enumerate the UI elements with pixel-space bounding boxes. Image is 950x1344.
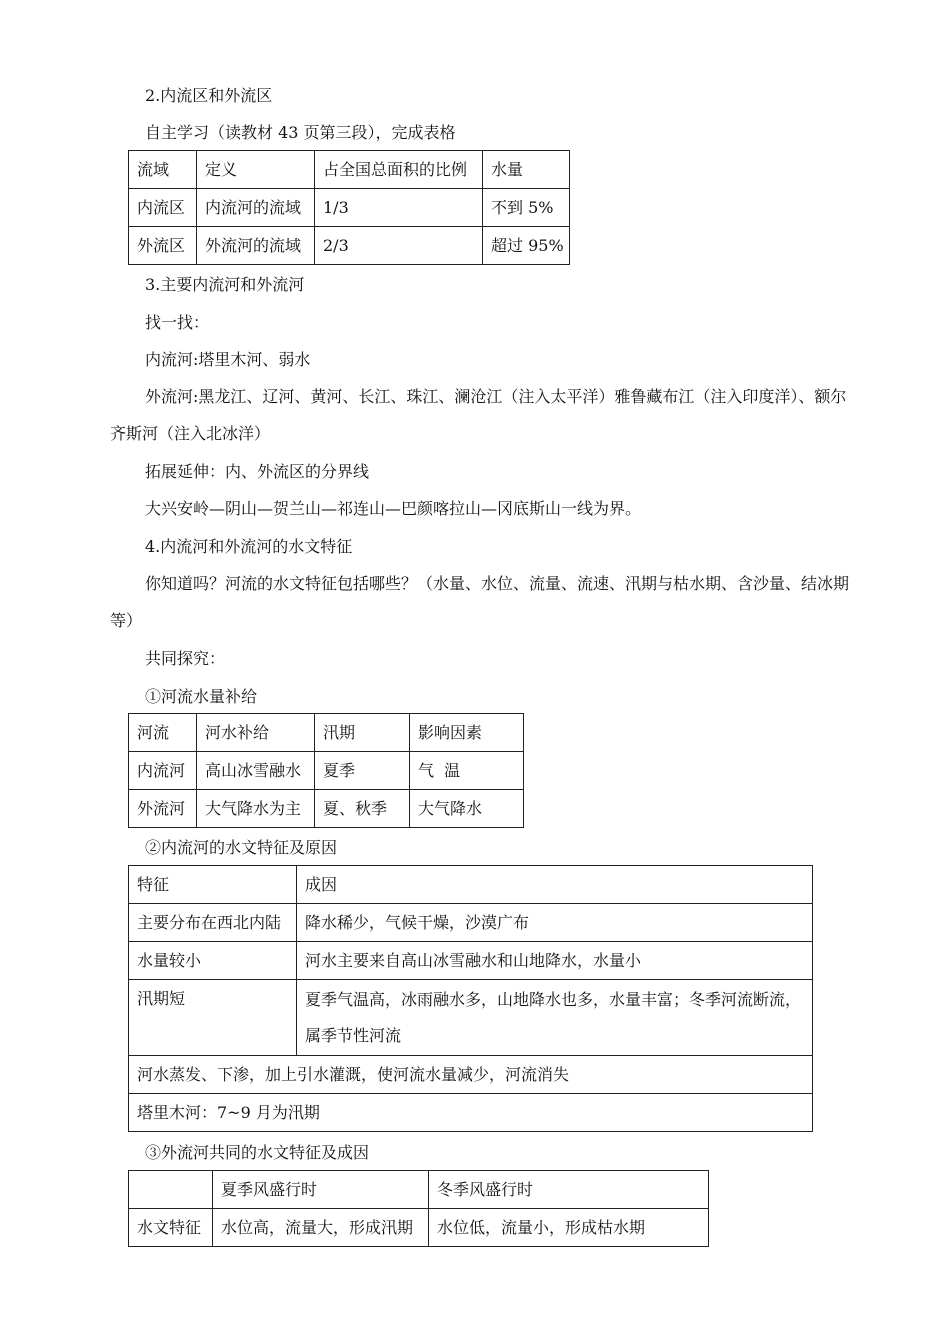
table-header-cell: 成因: [297, 866, 813, 904]
table-cell: 内流河: [129, 752, 197, 790]
table-header-cell: 河流: [129, 714, 197, 752]
section-3-find: 找一找：: [145, 313, 210, 332]
section-2-intro: 自主学习（读教材 43 页第三段），完成表格: [145, 123, 456, 142]
table-header-cell: [129, 1171, 213, 1209]
table-header-cell: 占全国总面积的比例: [315, 151, 483, 189]
hydrology-question: 你知道吗？河流的水文特征包括哪些？（水量、水位、流量、流速、汛期与枯水期、含沙量、结冰期等）: [110, 574, 850, 630]
table-row: [129, 189, 570, 227]
table-header-cell: 定义: [197, 151, 315, 189]
table-header-row: [129, 866, 813, 904]
table-drainage-areas: [128, 150, 570, 265]
subsection-3-title: ③外流河共同的水文特征及成因: [145, 1143, 370, 1162]
table-outflow-river-features: [128, 1170, 709, 1247]
table-row: [129, 1056, 813, 1094]
table-cell: 水位低，流量小，形成枯水期: [429, 1209, 709, 1247]
table-header-cell: 水量: [483, 151, 570, 189]
table-river-supply: [128, 713, 524, 828]
table-row: [129, 790, 524, 828]
table-cell: 外流河: [129, 790, 197, 828]
table-cell: 大气降水为主: [197, 790, 315, 828]
table-row: [129, 1209, 709, 1247]
table-cell: 水量较小: [129, 942, 297, 980]
table-merged-cell: 塔里木河：7~9 月为汛期: [129, 1094, 813, 1132]
section-2-title: 2.内流区和外流区: [145, 86, 273, 105]
table-row: [129, 752, 524, 790]
section-3-title: 3.主要内流河和外流河: [145, 275, 305, 294]
inland-rivers-text: 内流河:塔里木河、弱水: [145, 350, 311, 369]
table-header-cell: 特征: [129, 866, 297, 904]
table-row: [129, 904, 813, 942]
table-cell: 降水稀少，气候干燥，沙漠广布: [297, 904, 813, 942]
table-row: [129, 1094, 813, 1132]
outflow-rivers-text: 外流河:黑龙江、辽河、黄河、长江、珠江、澜沧江（注入太平洋）雅鲁藏布江（注入印度洋）、额尔齐斯河（注入北冰洋）: [110, 387, 847, 443]
table-cell: 大气降水: [410, 790, 524, 828]
boundary-line-text: 大兴安岭—阴山—贺兰山—祁连山—巴颜喀拉山—冈底斯山一线为界。: [145, 499, 642, 518]
table-row: [129, 942, 813, 980]
explore-title: 共同探究：: [145, 649, 226, 668]
table-cell: 水文特征: [129, 1209, 213, 1247]
extension-title: 拓展延伸：内、外流区的分界线: [145, 462, 370, 481]
table-header-cell: 河水补给: [197, 714, 315, 752]
table-cell: 内流河的流域: [197, 189, 315, 227]
table-cell: 外流河的流域: [197, 227, 315, 265]
table-header-cell: 流域: [129, 151, 197, 189]
subsection-2-title: ②内流河的水文特征及原因: [145, 838, 338, 857]
table-cell: 汛期短: [129, 980, 297, 1056]
table-cell: 高山冰雪融水: [197, 752, 315, 790]
table-header-cell: 冬季风盛行时: [429, 1171, 709, 1209]
table-cell: 夏、秋季: [315, 790, 410, 828]
table-header-row: [129, 714, 524, 752]
table-row: [129, 227, 570, 265]
table-cell: 主要分布在西北内陆: [129, 904, 297, 942]
table-cell: 夏季气温高，冰雨融水多，山地降水也多，水量丰富；冬季河流断流，属季节性河流: [297, 980, 813, 1056]
table-cell: 不到 5%: [483, 189, 570, 227]
table-row: [129, 980, 813, 1056]
table-header-cell: 影响因素: [410, 714, 524, 752]
table-header-cell: 夏季风盛行时: [213, 1171, 429, 1209]
table-cell: 外流区: [129, 227, 197, 265]
section-4-title: 4.内流河和外流河的水文特征: [145, 537, 353, 556]
table-merged-cell: 河水蒸发、下渗，加上引水灌溉，使河流水量减少，河流消失: [129, 1056, 813, 1094]
table-cell: 2/3: [315, 227, 483, 265]
table-cell: 夏季: [315, 752, 410, 790]
table-header-cell: 汛期: [315, 714, 410, 752]
table-inland-river-features: [128, 865, 813, 1132]
table-cell: 1/3: [315, 189, 483, 227]
subsection-1-title: ①河流水量补给: [145, 687, 258, 706]
table-header-row: [129, 151, 570, 189]
table-cell: 超过 95%: [483, 227, 570, 265]
table-cell: 水位高，流量大，形成汛期: [213, 1209, 429, 1247]
table-cell: 河水主要来自高山冰雪融水和山地降水，水量小: [297, 942, 813, 980]
table-header-row: [129, 1171, 709, 1209]
table-cell: 内流区: [129, 189, 197, 227]
table-cell: 气 温: [410, 752, 524, 790]
